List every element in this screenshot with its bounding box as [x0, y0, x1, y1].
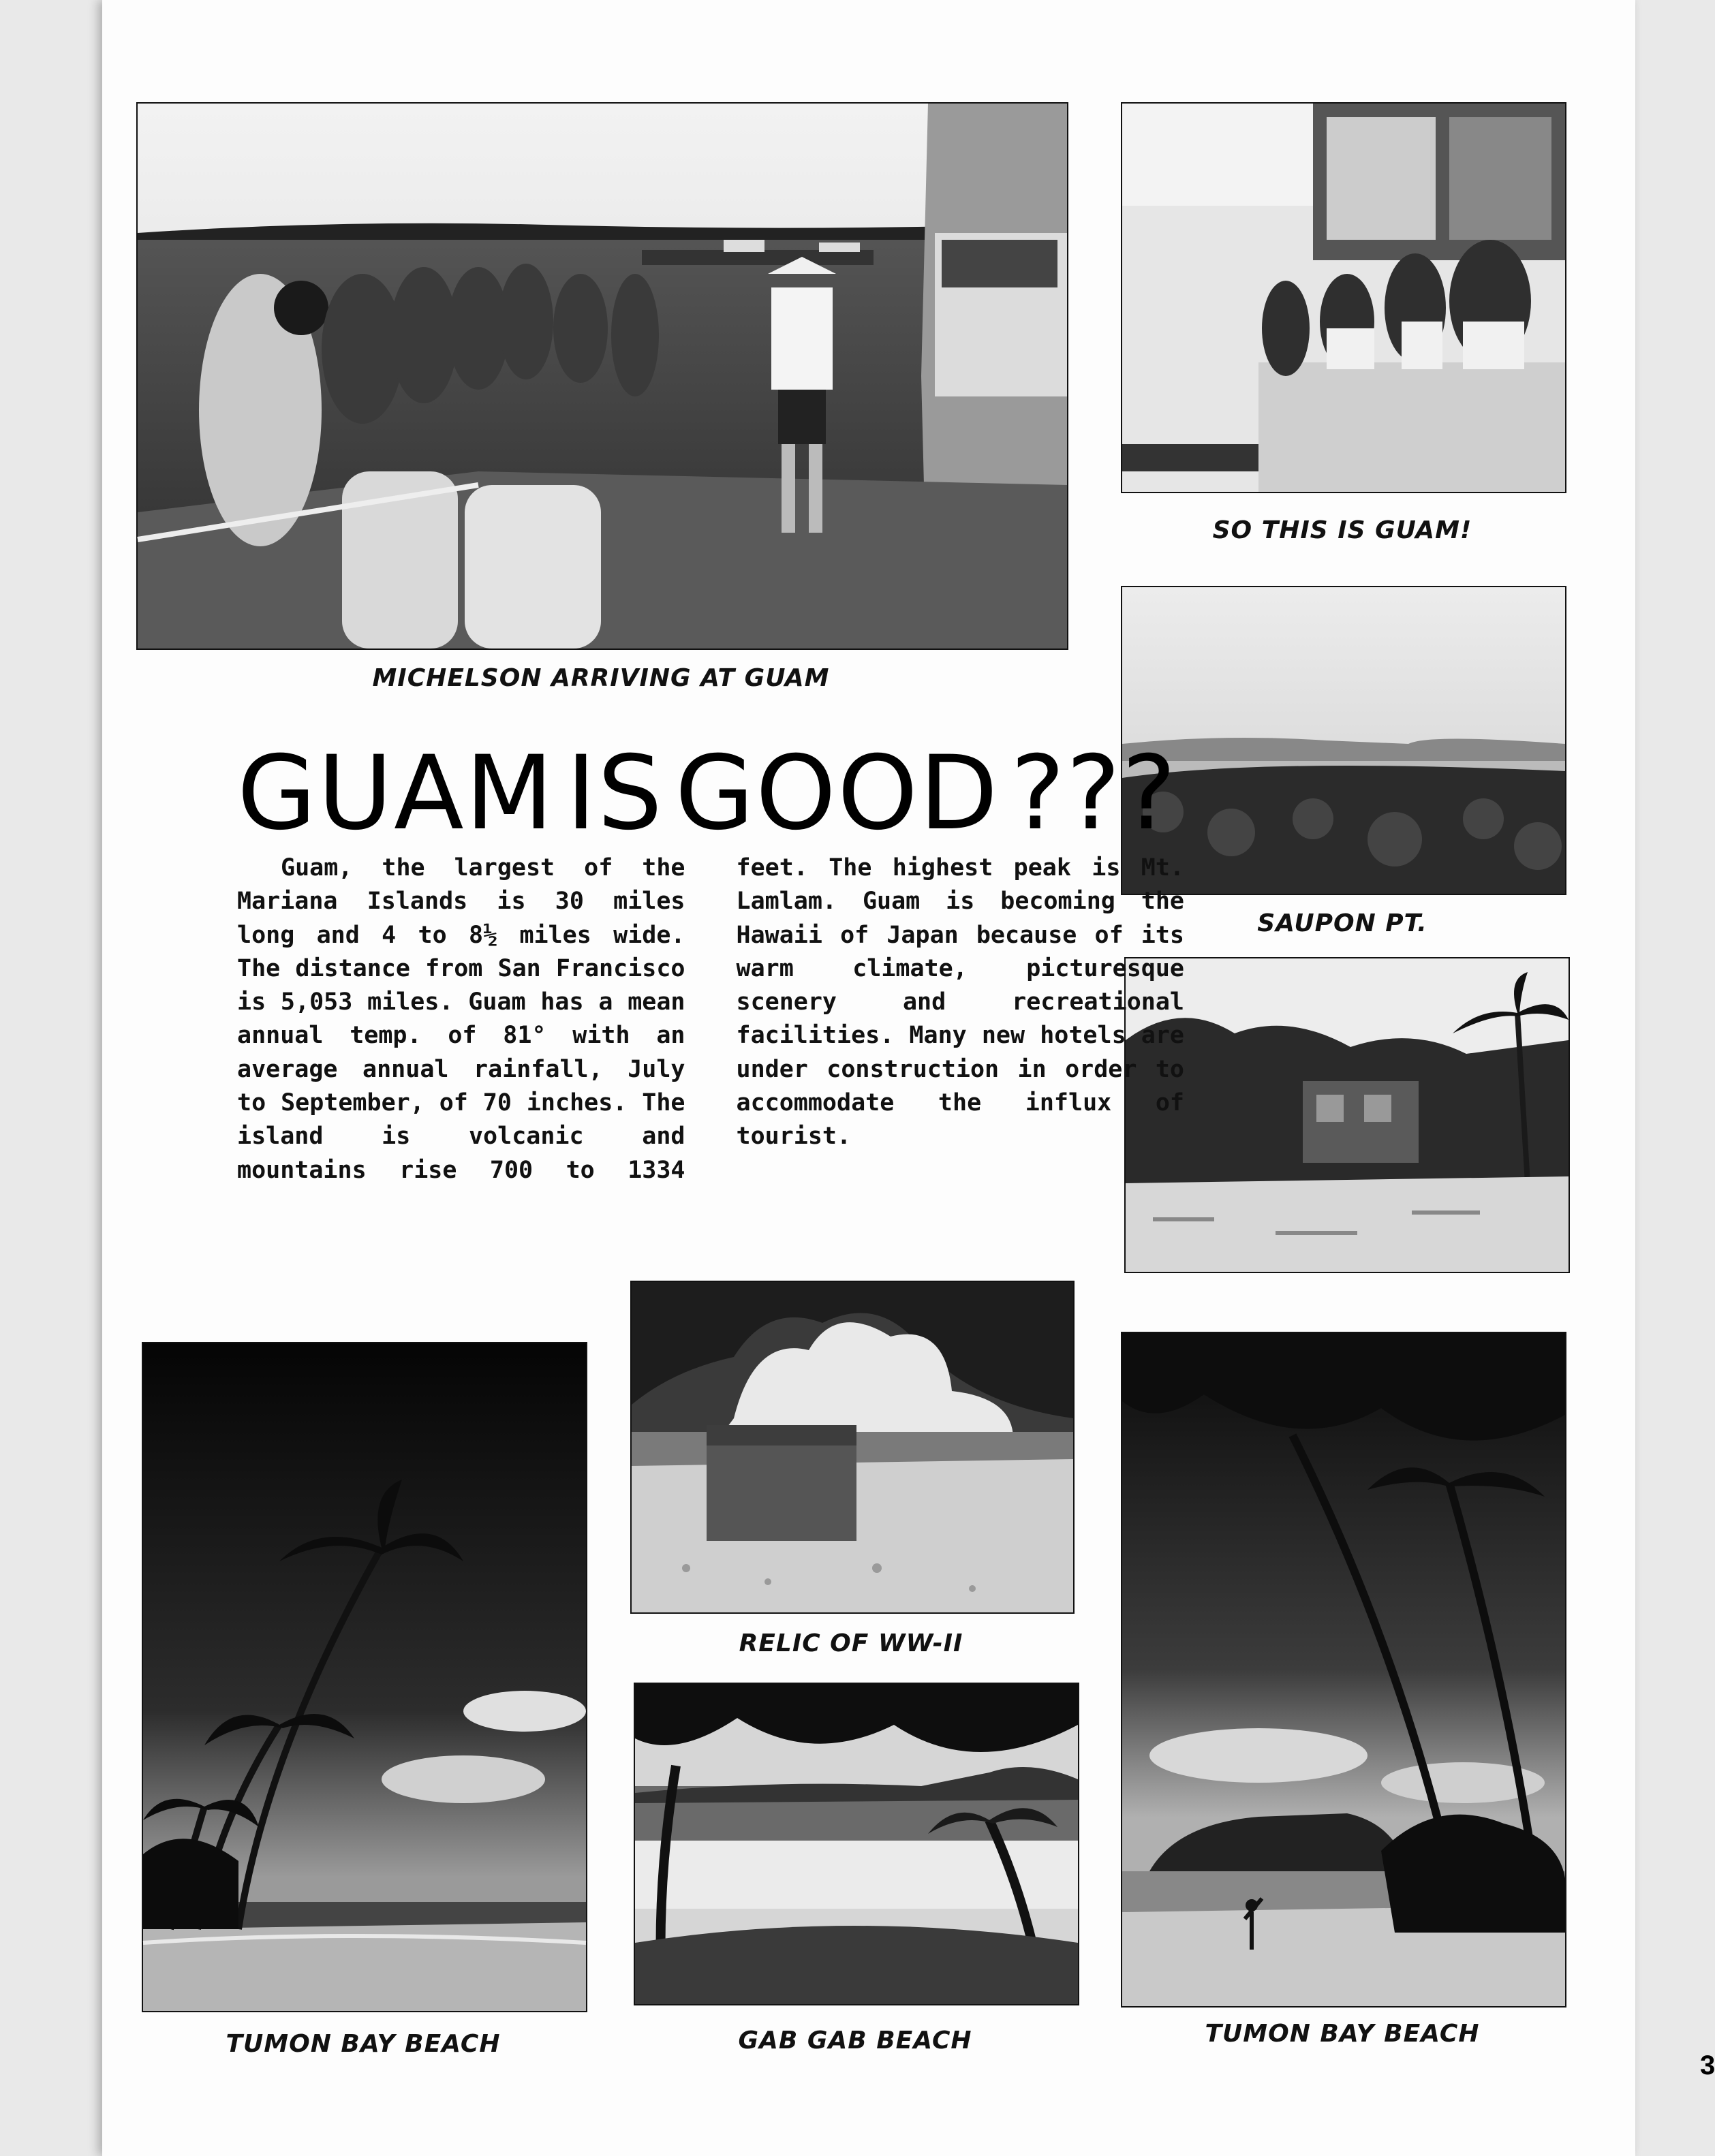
photo-relic-ww2	[630, 1281, 1075, 1614]
caption-tumon-right: TUMON BAY BEACH	[1205, 2020, 1480, 2048]
photo-gab-gab-beach	[634, 1683, 1079, 2005]
caption-gab-gab: GAB GAB BEACH	[738, 2027, 972, 2055]
headline-word-2: IS	[566, 734, 664, 853]
caption-saupon: SAUPON PT.	[1257, 909, 1427, 937]
caption-relic: RELIC OF WW-II	[739, 1629, 963, 1657]
article-headline	[237, 732, 1177, 855]
article-paragraph: Guam, the largest of the Mariana Islands is 30 miles long and 4 to 8½ miles wide. The distance from San Francisco is 5,053 miles. Guam has a mean annual temp. of 81° with an average annual rainfall, July to September, of 70 inches. The island is volcanic and mountains rise 700 to 1334 feet. The highest peak is Mt. Lamlam. Guam is becoming the Hawaii of Japan because of its warm climate, picturesque scenery and recreational facilities. Many new hotels are under construction in order to accommodate the influx of tourist.	[237, 854, 1184, 1184]
magazine-page	[102, 0, 1715, 2156]
photo-so-this-is-guam	[1121, 102, 1566, 493]
photo-tumon-bay-left	[142, 1342, 587, 2012]
photo-trees-building	[1124, 957, 1570, 1273]
caption-michelson: MICHELSON ARRIVING AT GUAM	[372, 664, 830, 692]
photo-michelson-arriving	[136, 102, 1068, 650]
photo-saupon-pt	[1121, 586, 1566, 895]
caption-tumon-left: TUMON BAY BEACH	[226, 2030, 501, 2058]
photo-tumon-bay-right	[1121, 1332, 1566, 2007]
caption-so-this-is-guam: SO THIS IS GUAM!	[1212, 516, 1472, 544]
article-body	[237, 852, 1184, 1274]
page-number: 3	[1700, 2050, 1715, 2080]
headline-word-1: GUAM	[237, 734, 555, 853]
headline-word-3: GOOD	[675, 734, 1000, 853]
headline-word-4: ???	[1010, 734, 1177, 853]
